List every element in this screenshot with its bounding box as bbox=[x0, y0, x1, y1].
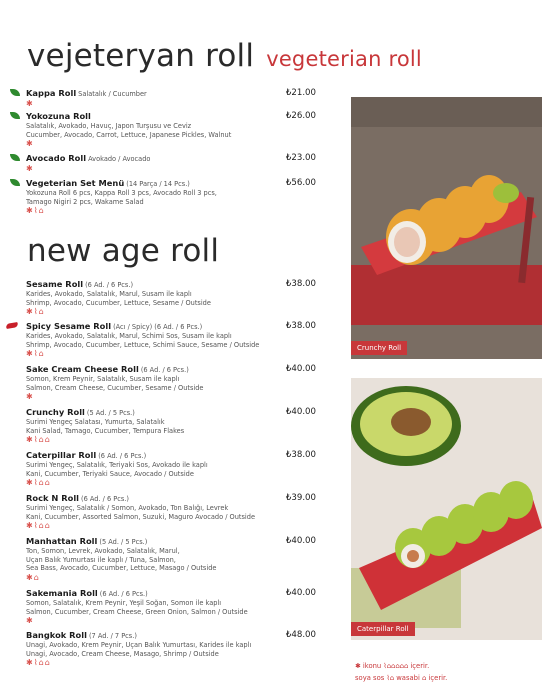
vegetarian-leaf-icon bbox=[10, 112, 20, 119]
menu-item bbox=[26, 111, 316, 149]
menu-item-allergen-icons: ✱⌇⌂⌂ bbox=[26, 658, 51, 667]
legend-line-2: soya sos ⌇⌂ wasabi ⌂ içerir. bbox=[355, 674, 448, 682]
vegetarian-section-title bbox=[27, 38, 422, 74]
menu-item-description: Somon, Salatalık, Krem Peynir, Yeşil Soğan, Somon ile kaplı bbox=[26, 599, 222, 607]
menu-item-price: ₺23.00 bbox=[285, 153, 316, 163]
menu-item-header bbox=[26, 493, 316, 504]
menu-item-allergen-icons: ✱⌇⌂⌂ bbox=[26, 435, 51, 444]
vegetarian-leaf-icon bbox=[10, 179, 20, 186]
menu-item-price: ₺40.00 bbox=[285, 536, 316, 546]
vegetarian-title-en: vegeterian roll bbox=[266, 47, 422, 71]
menu-item bbox=[26, 407, 316, 445]
crunchy-roll-photo bbox=[351, 97, 542, 359]
photo-caption: Crunchy Roll bbox=[351, 341, 407, 355]
menu-item-name: Avocado Roll bbox=[26, 153, 87, 163]
menu-item bbox=[26, 279, 316, 317]
menu-item-description: Surimi Yengeç, Salatalık, Teriyaki Sos, Avokado ile kaplı bbox=[26, 461, 208, 469]
menu-item bbox=[26, 178, 316, 216]
menu-item-name: Sakemania Roll bbox=[26, 588, 98, 598]
menu-item-name: Rock N Roll bbox=[26, 493, 80, 503]
menu-item-allergen-icons: ✱⌇⌂ bbox=[26, 307, 45, 316]
chili-pepper-icon bbox=[6, 322, 19, 329]
menu-item-description: Surimi Yengeç Salatası, Yumurta, Salatalık bbox=[26, 418, 165, 426]
crunchy-roll-image bbox=[351, 97, 542, 359]
menu-item-description: Salmon, Cream Cheese, Cucumber, Sesame / Outside bbox=[26, 383, 204, 392]
menu-item-name: Yokozuna Roll bbox=[26, 111, 91, 121]
menu-item-inline-info: (6 Ad. / 6 Pcs.) bbox=[98, 452, 147, 460]
menu-item-header bbox=[26, 321, 316, 332]
menu-item-allergen-icons: ✱ bbox=[26, 392, 34, 401]
menu-item-inline-info: (6 Ad. / 6 Pcs.) bbox=[140, 366, 189, 374]
menu-item-inline-info: (6 Ad. / 6 Pcs.) bbox=[85, 281, 134, 289]
menu-item-header bbox=[26, 630, 316, 641]
menu-item-name: Spicy Sesame Roll bbox=[26, 321, 112, 331]
menu-item-header bbox=[26, 153, 316, 164]
menu-item-allergen-icons: ✱⌇⌂ bbox=[26, 206, 45, 215]
menu-item bbox=[26, 493, 316, 531]
menu-item-inline-info: Salatalık / Cucumber bbox=[78, 90, 147, 98]
menu-item-description: Kani, Cucumber, Assorted Salmon, Suzuki, Maguro Avocado / Outside bbox=[26, 512, 256, 521]
photo-caption: Caterpillar Roll bbox=[351, 622, 415, 636]
menu-item-name: Sesame Roll bbox=[26, 279, 84, 289]
menu-item-name: Manhattan Roll bbox=[26, 536, 98, 546]
menu-item-inline-info: (7 Ad. / 7 Pcs.) bbox=[88, 632, 137, 640]
menu-item-price: ₺56.00 bbox=[285, 178, 316, 188]
caterpillar-roll-photo bbox=[351, 378, 542, 640]
menu-item-header bbox=[26, 536, 316, 547]
menu-item-header bbox=[26, 88, 316, 99]
menu-item bbox=[26, 321, 316, 359]
menu-item-allergen-icons: ✱ bbox=[26, 99, 34, 108]
menu-item-price: ₺38.00 bbox=[285, 321, 316, 331]
menu-item-header bbox=[26, 111, 316, 122]
legend-line-1: ✱ ikonu ⌇⌂⌂⌂⌂⌂ içerir. bbox=[355, 662, 430, 670]
menu-item-description: Kani Salad, Tamago, Cucumber, Tempura Flakes bbox=[26, 426, 185, 435]
menu-item-description: Shrimp, Avocado, Cucumber, Lettuce, Schimi Sauce, Sesame / Outside bbox=[26, 340, 260, 349]
menu-item-inline-info: (5 Ad. / 5 Pcs.) bbox=[86, 409, 135, 417]
menu-item-allergen-icons: ✱⌇⌂⌂ bbox=[26, 478, 51, 487]
menu-item-inline-info: (14 Parça / 14 Pcs.) bbox=[126, 180, 190, 188]
menu-item-name: Vegeterian Set Menü bbox=[26, 178, 125, 188]
menu-item-price: ₺38.00 bbox=[285, 450, 316, 460]
menu-item-price: ₺40.00 bbox=[285, 364, 316, 374]
menu-item-header bbox=[26, 450, 316, 461]
newage-title-tr: new age roll bbox=[27, 233, 220, 269]
menu-item-description: Kani, Cucumber, Teriyaki Sauce, Avocado / Outside bbox=[26, 469, 194, 478]
menu-item-price: ₺38.00 bbox=[285, 279, 316, 289]
menu-item bbox=[26, 630, 316, 668]
menu-item-header bbox=[26, 178, 316, 189]
menu-item-price: ₺26.00 bbox=[285, 111, 316, 121]
menu-item-price: ₺40.00 bbox=[285, 588, 316, 598]
menu-item-name: Sake Cream Cheese Roll bbox=[26, 364, 139, 374]
menu-item-name: Caterpillar Roll bbox=[26, 450, 97, 460]
menu-item-description: Tamago Nigiri 2 pcs, Wakame Salad bbox=[26, 197, 144, 206]
menu-item-header bbox=[26, 407, 316, 418]
menu-item-description: Yokozuna Roll 6 pcs, Kappa Roll 3 pcs, Avocado Roll 3 pcs, bbox=[26, 189, 217, 197]
menu-item bbox=[26, 153, 316, 174]
menu-item-inline-info: (Acı / Spicy) (6 Ad. / 6 Pcs.) bbox=[113, 323, 203, 331]
menu-item-price: ₺39.00 bbox=[285, 493, 316, 503]
menu-item-inline-info: (6 Ad. / 6 Pcs.) bbox=[81, 495, 129, 503]
menu-item-header bbox=[26, 588, 316, 599]
menu-item-allergen-icons: ✱⌂ bbox=[26, 572, 40, 582]
menu-item-description: Ton, Somon, Levrek, Avokado, Salatalık, Marul, bbox=[26, 547, 180, 555]
menu-item-inline-info: (5 Ad. / 5 Pcs.) bbox=[99, 538, 148, 546]
menu-item bbox=[26, 536, 316, 583]
menu-item-description: Karides, Avokado, Salatalık, Marul, Susam ile kaplı bbox=[26, 290, 192, 298]
icon-legend bbox=[355, 660, 447, 684]
menu-item-description: Somon, Krem Peynir, Salatalık, Susam ile kaplı bbox=[26, 375, 180, 383]
menu-item-description: Uçan Balık Yumurtası ile kaplı / Tuna, Salmon, bbox=[26, 555, 176, 564]
menu-item-header bbox=[26, 279, 316, 290]
menu-item-description: Karides, Avokado, Salatalık, Marul, Schimi Sos, Susam ile kaplı bbox=[26, 332, 232, 340]
menu-item bbox=[26, 450, 316, 488]
menu-item bbox=[26, 588, 316, 626]
menu-item-allergen-icons: ✱ bbox=[26, 616, 34, 625]
menu-item-description: Surimi Yengeç, Salatalık / Somon, Avokado, Ton Balığı, Levrek bbox=[26, 504, 229, 512]
menu-item-description: Cucumber, Avocado, Carrot, Lettuce, Japanese Pickles, Walnut bbox=[26, 130, 232, 139]
vegetarian-leaf-icon bbox=[10, 154, 20, 161]
menu-item-inline-info: Avokado / Avocado bbox=[88, 155, 151, 163]
menu-item-price: ₺40.00 bbox=[285, 407, 316, 417]
menu-item-description: Sea Bass, Avocado, Cucumber, Lettuce, Masago / Outside bbox=[26, 564, 217, 572]
menu-item-allergen-icons: ✱⌇⌂⌂ bbox=[26, 521, 51, 530]
menu-item-name: Bangkok Roll bbox=[26, 630, 87, 640]
menu-item-inline-info: (6 Ad. / 6 Pcs.) bbox=[99, 590, 148, 598]
menu-item-allergen-icons: ✱⌇⌂ bbox=[26, 349, 45, 358]
menu-item bbox=[26, 88, 316, 109]
menu-item-description: Unagi, Avokado, Krem Peynir, Uçan Balık Yumurtası, Karides ile kaplı bbox=[26, 641, 252, 649]
menu-item-allergen-icons: ✱ bbox=[26, 164, 34, 173]
menu-item-name: Crunchy Roll bbox=[26, 407, 85, 417]
menu-item-description: Unagi, Avocado, Cream Cheese, Masago, Shrimp / Outside bbox=[26, 649, 219, 658]
menu-item-header bbox=[26, 364, 316, 375]
menu-item-description: Salatalık, Avokado, Havuç, Japon Turşusu ve Ceviz bbox=[26, 122, 192, 130]
menu-item-price: ₺21.00 bbox=[285, 88, 316, 98]
menu-item-description: Salmon, Cucumber, Cream Cheese, Green Onion, Salmon / Outside bbox=[26, 607, 248, 616]
menu-item-description: Shrimp, Avocado, Cucumber, Lettuce, Sesame / Outside bbox=[26, 298, 211, 307]
vegetarian-leaf-icon bbox=[10, 89, 20, 96]
caterpillar-roll-image bbox=[351, 378, 542, 640]
menu-item-price: ₺48.00 bbox=[285, 630, 316, 640]
newage-section-title bbox=[27, 233, 219, 269]
menu-item-allergen-icons: ✱ bbox=[26, 139, 34, 148]
menu-item-name: Kappa Roll bbox=[26, 88, 77, 98]
vegetarian-title-tr: vejeteryan roll bbox=[27, 38, 255, 74]
menu-item bbox=[26, 364, 316, 402]
